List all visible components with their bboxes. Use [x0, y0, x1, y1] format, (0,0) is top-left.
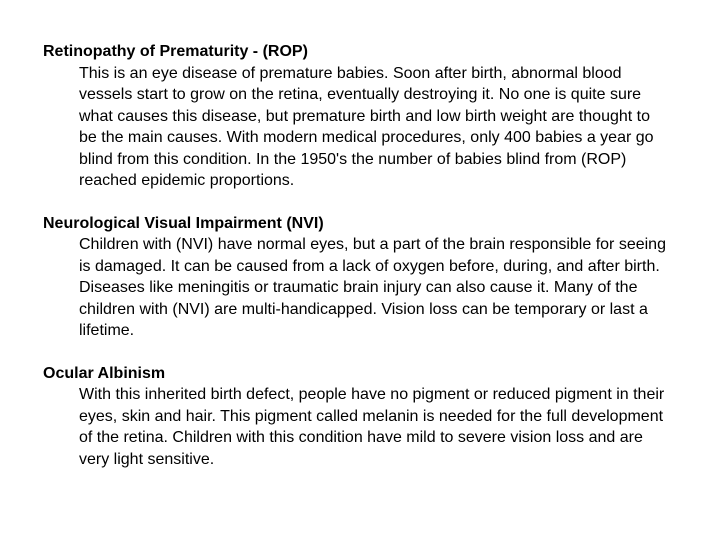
section-body: Children with (NVI) have normal eyes, but a part of the brain responsible for seeing is damaged. It can be caused from a lack of oxygen before, during, and after birth. Diseases like meningitis or traumatic brain injury can also cause it. Many of the children with (NVI) are multi-handicapped. Vision loss can be temporary or last a lifetime.: [79, 236, 666, 339]
section-heading: Ocular Albinism: [43, 364, 166, 382]
section-ocular-albinism: [43, 363, 683, 471]
document-page: [43, 41, 683, 491]
section-nvi: [43, 213, 683, 342]
section-body: This is an eye disease of premature babies. Soon after birth, abnormal blood vessels start to grow on the retina, eventually destroying it. No one is quite sure what causes this disease, but premature birth and low birth weight are thought to be the main causes. With modern medical procedures, only 400 babies a year go blind from this condition. In the 1950's the number of babies blind from (ROP) reached epidemic proportions.: [79, 64, 654, 189]
section-body: With this inherited birth defect, people have no pigment or reduced pigment in their eyes, skin and hair. This pigment called melanin is needed for the full development of the retina. Children with this condition have mild to severe vision loss and are very light sensitive.: [79, 386, 665, 468]
section-heading: Neurological Visual Impairment (NVI): [43, 214, 324, 232]
section-rop: [43, 41, 683, 192]
section-heading: Retinopathy of Prematurity - (ROP): [43, 43, 308, 60]
